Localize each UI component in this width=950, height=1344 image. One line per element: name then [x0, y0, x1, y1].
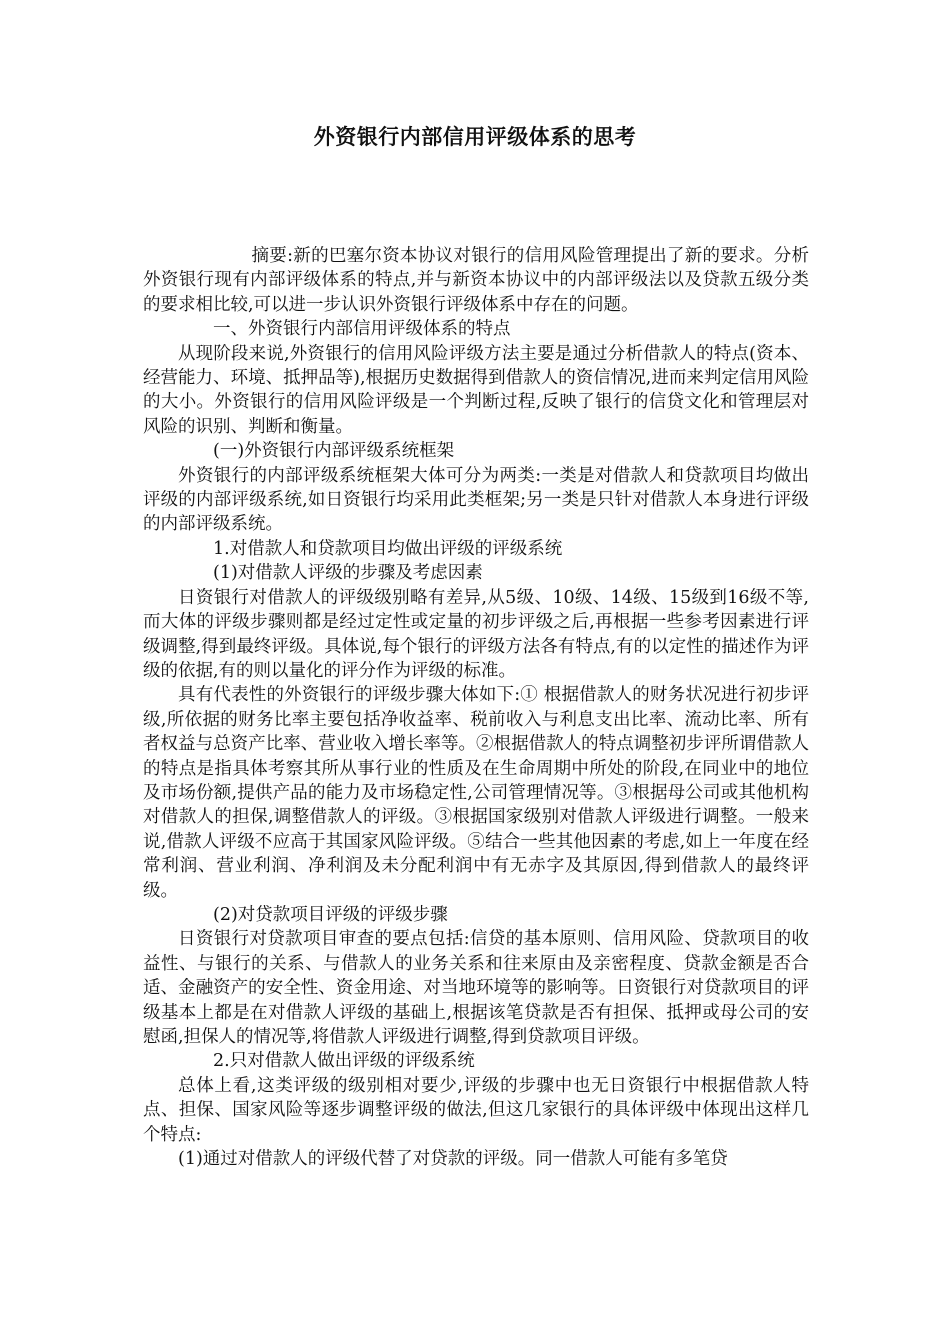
- body-paragraph: 具有代表性的外资银行的评级步骤大体如下:① 根据借款人的财务状况进行初步评级,所依据的财务比率主要包括净收益率、税前收入与利息支出比率、流动比率、所有者权益与总资产比率、营业收入增长率等。②根据借款人的特点调整初步评所谓借款人的特点是指具体考察其所从事行业的性质及在生命周期中所处的阶段,在同业中的地位及市场份额,提供产品的能力及市场稳定性,公司管理情况等。③根据母公司或其他机构对借款人的担保,调整借款人的评级。③根据国家级别对借款人评级进行调整。一般来说,借款人评级不应高于其国家风险评级。⑤结合一些其他因素的考虑,如上一年度在经常利润、营业利润、净利润及未分配利润中有无赤字及其原因,得到借款人的最终评级。: [143, 685, 809, 901]
- document-title: 外资银行内部信用评级体系的思考: [313, 125, 637, 149]
- body-paragraph: 日资银行对贷款项目审查的要点包括:信贷的基本原则、信用风险、贷款项目的收益性、与银行的关系、与借款人的业务关系和往来原由及亲密程度、贷款金额是否合适、金融资产的安全性、资金用途、对当地环境等的影响等。日资银行对贷款项目的评级基本上都是在对借款人评级的基础上,根据该笔贷款是否有担保、抵押或母公司的安慰函,担保人的情况等,将借款人评级进行调整,得到贷款项目评级。: [143, 929, 809, 1047]
- sub-item-heading-1: (1)对借款人评级的步骤及考虑因素: [213, 563, 483, 584]
- section-heading-1: 一、外资银行内部信用评级体系的特点: [213, 319, 511, 340]
- sub-item-heading-2: (2)对贷款项目评级的评级步骤: [213, 904, 448, 925]
- subsection-heading-1: (一)外资银行内部评级系统框架: [213, 441, 455, 462]
- body-paragraph: 日资银行对借款人的评级级别略有差异,从5级、10级、14级、15级到16级不等,而大体的评级步骤则都是经过定性或定量的初步评级之后,再根据一些参考因素进行评级调整,得到最终评级。具体说,每个银行的评级方法各有特点,有的以定性的描述作为评级的依据,有的则以量化的评分作为评级的标准。: [143, 587, 809, 681]
- document-body: [143, 244, 809, 1171]
- body-paragraph: (1)通过对借款人的评级代替了对贷款的评级。同一借款人可能有多笔贷: [178, 1149, 728, 1170]
- body-paragraph: 总体上看,这类评级的级别相对要少,评级的步骤中也无日资银行中根据借款人特点、担保、国家风险等逐步调整评级的做法,但这几家银行的具体评级中体现出这样几个特点:: [143, 1075, 809, 1145]
- body-paragraph: 外资银行的内部评级系统框架大体可分为两类:一类是对借款人和贷款项目均做出评级的内部评级系统,如日资银行均采用此类框架;另一类是只针对借款人本身进行评级的内部评级系统。: [143, 465, 809, 535]
- abstract-paragraph: 摘要:新的巴塞尔资本协议对银行的信用风险管理提出了新的要求。分析外资银行现有内部评级体系的特点,并与新资本协议中的内部评级法以及贷款五级分类的要求相比较,可以进一步认识外资银行评级体系中存在的问题。: [143, 246, 809, 315]
- body-paragraph: 从现阶段来说,外资银行的信用风险评级方法主要是通过分析借款人的特点(资本、经营能力、环境、抵押品等),根据历史数据得到借款人的资信情况,进而来判定信用风险的大小。外资银行的信用风险评级是一个判断过程,反映了银行的信贷文化和管理层对风险的识别、判断和衡量。: [143, 343, 809, 437]
- item-heading-2: 2.只对借款人做出评级的评级系统: [213, 1051, 475, 1072]
- item-heading-1: 1.对借款人和贷款项目均做出评级的评级系统: [213, 538, 563, 559]
